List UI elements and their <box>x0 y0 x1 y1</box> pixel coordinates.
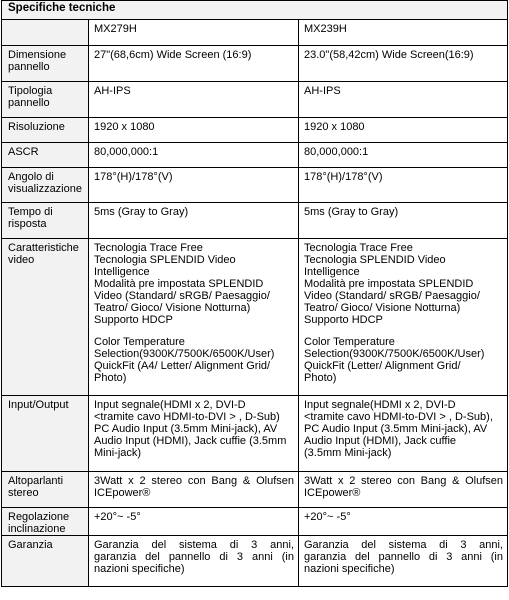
spec-value-line: ICEpower® <box>304 487 361 499</box>
spec-value-line: nazioni specifiche) <box>304 563 395 575</box>
table-row <box>2 472 508 508</box>
spec-value-line: QuickFit (A4/ Letter/ Alignment Grid/ <box>94 360 271 372</box>
row-label <box>2 396 89 472</box>
spec-value-line: Teatro/ Gioco/ Visione Notturna) <box>94 302 251 314</box>
row-label <box>2 508 89 536</box>
spec-value-line: +20°~ -5° <box>304 511 351 523</box>
row-label-line: stereo <box>8 487 39 499</box>
spec-value-2 <box>299 396 508 472</box>
spec-value-line: Selection(9300K/7500K/6500K/User) <box>304 348 485 360</box>
row-label <box>2 143 89 168</box>
row-label <box>2 239 89 396</box>
title-row <box>2 1 508 20</box>
table-row <box>2 82 508 118</box>
spec-value-line: Selection(9300K/7500K/6500K/User) <box>94 348 275 360</box>
row-label <box>2 472 89 508</box>
spec-value-1 <box>89 168 299 203</box>
spec-value-line: 1920 x 1080 <box>304 121 365 133</box>
spec-value-line: Tecnologia SPLENDID Video <box>94 254 236 266</box>
row-label <box>2 536 89 587</box>
spec-value-1 <box>89 239 299 396</box>
spec-value-1 <box>89 46 299 82</box>
row-label <box>2 46 89 82</box>
row-label-line: Regolazione <box>8 511 70 523</box>
row-label-line: Input/Output <box>8 399 69 411</box>
spacer <box>304 326 503 336</box>
spec-value-2 <box>299 168 508 203</box>
spec-value-line: PC Audio Input (3.5mm Mini-jack), AV <box>304 423 488 435</box>
header-model-2: MX239H <box>299 20 508 46</box>
row-label-line: ASCR <box>8 146 39 158</box>
spec-value-line: 23.0"(58,42cm) Wide Screen(16:9) <box>304 49 474 61</box>
spec-value-2 <box>299 239 508 396</box>
spec-value-1 <box>89 118 299 143</box>
spec-value-2 <box>299 508 508 536</box>
spec-value-1 <box>89 143 299 168</box>
row-label-line: pannello <box>8 97 50 109</box>
spec-value-line: AH-IPS <box>94 85 131 97</box>
row-label-line: Angolo di <box>8 171 54 183</box>
table-row <box>2 239 508 396</box>
spec-value-line: Intelligence <box>304 266 360 278</box>
spec-value-1 <box>89 396 299 472</box>
spec-value-line: 27"(68,6cm) Wide Screen (16:9) <box>94 49 252 61</box>
row-label <box>2 203 89 239</box>
spec-value-line: Garanzia del sistema di 3 anni, <box>94 539 294 551</box>
spacer <box>94 326 294 336</box>
header-model-1: MX279H <box>89 20 299 46</box>
table-row <box>2 508 508 536</box>
spec-value-line: PC Audio Input (3.5mm Mini-jack), AV <box>94 423 278 435</box>
row-label-line: video <box>8 254 35 266</box>
spec-value-1 <box>89 508 299 536</box>
spec-value-line: Tecnologia Trace Free <box>304 242 413 254</box>
spec-value-line: Supporto HDCP <box>94 314 173 326</box>
spec-value-line: Color Temperature <box>304 336 395 348</box>
spec-value-line: Supporto HDCP <box>304 314 383 326</box>
spec-value-line: Teatro/ Gioco/ Visione Notturna) <box>304 302 461 314</box>
spec-value-line: Input segnale(HDMI x 2, DVI-D <box>304 399 456 411</box>
spec-value-2 <box>299 46 508 82</box>
spec-value-line: Garanzia del sistema di 3 anni, <box>304 539 503 551</box>
spec-table <box>1 0 508 587</box>
spec-value-line: Photo) <box>304 372 337 384</box>
spec-value-line: 80,000,000:1 <box>94 146 159 158</box>
row-label-line: risposta <box>8 218 47 230</box>
spec-value-1 <box>89 82 299 118</box>
spec-value-line: 3Watt x 2 stereo con Bang & Olufsen <box>304 475 503 487</box>
spec-value-2 <box>299 536 508 587</box>
spec-value-line: <tramite cavo HDMI-to-DVI > , D-Sub), <box>304 411 493 423</box>
row-label-line: Tipologia <box>8 85 53 97</box>
spec-value-1 <box>89 203 299 239</box>
row-label <box>2 82 89 118</box>
spec-value-2 <box>299 118 508 143</box>
row-label-line: Risoluzione <box>8 121 65 133</box>
table-row <box>2 143 508 168</box>
spec-value-line: garanzia del pannello di 3 anni (in <box>304 551 503 563</box>
spec-value-line: 3Watt x 2 stereo con Bang & Olufsen <box>94 475 294 487</box>
header-label-cell <box>2 20 89 46</box>
spec-value-line: 5ms (Gray to Gray) <box>94 206 189 218</box>
spec-value-2 <box>299 143 508 168</box>
spec-value-line: AH-IPS <box>304 85 341 97</box>
header-row <box>2 20 508 46</box>
spec-value-line: Audio Input (HDMI), Jack cuffie <box>304 435 457 447</box>
spec-value-line: 178°(H)/178°(V) <box>94 171 173 183</box>
table-row <box>2 396 508 472</box>
table-row <box>2 536 508 587</box>
spec-value-line: Video (Standard/ sRGB/ Paesaggio/ <box>304 290 480 302</box>
row-label-line: inclinazione <box>8 523 66 535</box>
row-label-line: Tempo di <box>8 206 53 218</box>
spec-value-line: Modalità pre impostata SPLENDID <box>94 278 264 290</box>
row-label-line: Dimensione <box>8 49 67 61</box>
row-label-line: Garanzia <box>8 539 53 551</box>
spec-value-line: Intelligence <box>94 266 150 278</box>
table-row <box>2 46 508 82</box>
spec-value-line: garanzia del pannello di 3 anni (in <box>94 551 294 563</box>
spec-value-line: 5ms (Gray to Gray) <box>304 206 399 218</box>
spec-value-line: Photo) <box>94 372 127 384</box>
spec-value-line: 80,000,000:1 <box>304 146 369 158</box>
spec-value-line: Video (Standard/ sRGB/ Paesaggio/ <box>94 290 270 302</box>
row-label-line: visualizzazione <box>8 183 82 195</box>
spec-value-line: <tramite cavo HDMI-to-DVI > , D-Sub) <box>94 411 280 423</box>
row-label-line: Caratteristiche <box>8 242 79 254</box>
spec-value-line: +20°~ -5° <box>94 511 141 523</box>
spec-value-line: Tecnologia SPLENDID Video <box>304 254 446 266</box>
spec-value-line: nazioni specifiche) <box>94 563 185 575</box>
spec-value-line: Input segnale(HDMI x 2, DVI-D <box>94 399 246 411</box>
spec-value-line: 178°(H)/178°(V) <box>304 171 383 183</box>
spec-value-2 <box>299 82 508 118</box>
spec-value-1 <box>89 472 299 508</box>
spec-value-line: 1920 x 1080 <box>94 121 155 133</box>
spec-value-line: QuickFit (Letter/ Alignment Grid/ <box>304 360 461 372</box>
row-label <box>2 168 89 203</box>
table-row <box>2 118 508 143</box>
spec-value-line: Color Temperature <box>94 336 185 348</box>
spec-value-line: Mini-jack) <box>94 447 142 459</box>
table-title: Specifiche tecniche <box>2 1 508 20</box>
row-label-line: Altoparlanti <box>8 475 64 487</box>
spec-value-1 <box>89 536 299 587</box>
spec-value-line: Audio Input (HDMI), Jack cuffie (3.5mm <box>94 435 287 447</box>
spec-value-line: ICEpower® <box>94 487 151 499</box>
row-label <box>2 118 89 143</box>
spec-value-line: Modalità pre impostata SPLENDID <box>304 278 474 290</box>
table-row <box>2 203 508 239</box>
row-label-line: pannello <box>8 61 50 73</box>
spec-value-2 <box>299 203 508 239</box>
spec-value-2 <box>299 472 508 508</box>
spec-value-line: Tecnologia Trace Free <box>94 242 203 254</box>
spec-value-line: (3.5mm Mini-jack) <box>304 447 392 459</box>
table-row <box>2 168 508 203</box>
